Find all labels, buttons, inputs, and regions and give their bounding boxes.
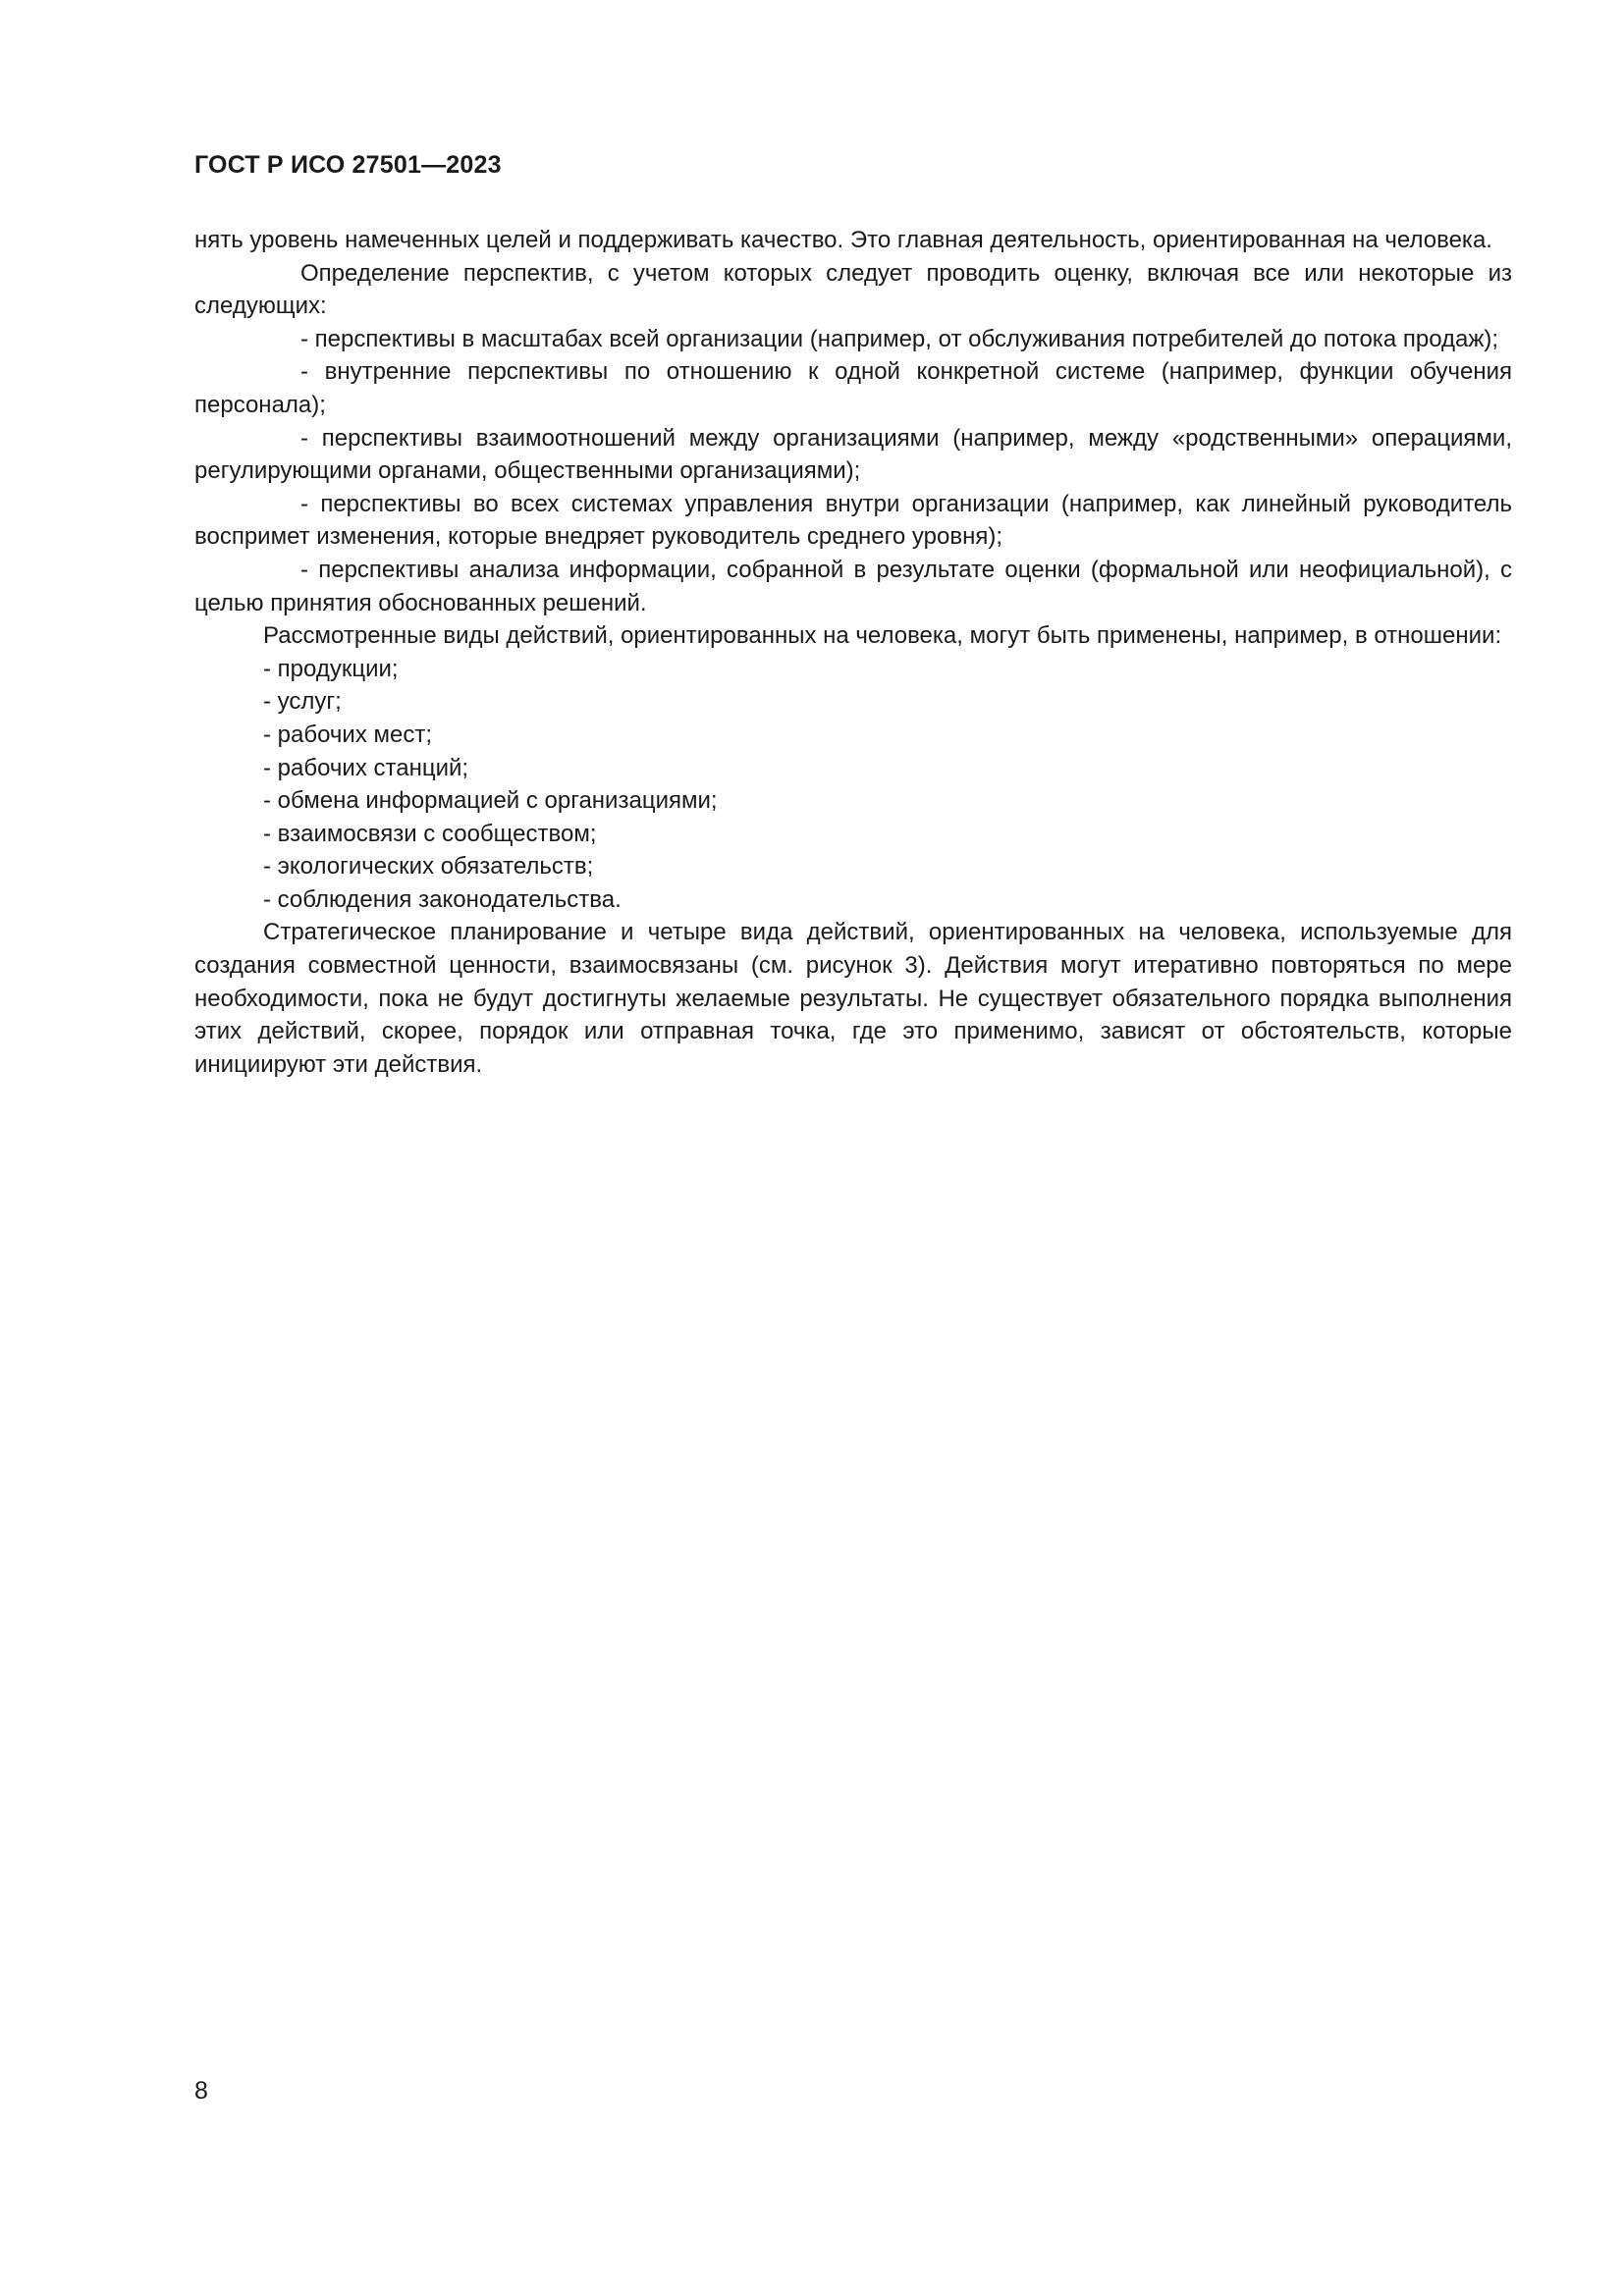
document-header: ГОСТ Р ИСО 27501—2023 xyxy=(194,151,502,179)
list-item-area: - взаимосвязи с сообществом; xyxy=(263,820,597,847)
document-body xyxy=(194,224,1512,1081)
list-item-area: - продукции; xyxy=(263,655,399,682)
list-item-perspective: - перспективы во всех системах управления внутри организации (например, как линейный руководитель воспримет изменения, которые внедряет руководитель среднего уровня); xyxy=(194,490,1512,551)
paragraph-perspectives-intro: Определение перспектив, с учетом которых следует проводить оценку, включая все или некоторые из следующих: xyxy=(194,259,1512,320)
paragraph-continuation: нять уровень намеченных целей и поддерживать качество. Это главная деятельность, ориентированная на человека. xyxy=(194,227,1492,253)
list-item-area: - соблюдения законодательства. xyxy=(263,885,622,913)
paragraph-strategic-planning: Стратегическое планирование и четыре вида действий, ориентированных на человека, используемые для создания совместной ценности, взаимосвязаны (см. рисунок 3). Действия могут итеративно повторяться по мере необходимости, пока не будут достигнуты желаемые результаты. Не существует обязательного порядка выполнения этих действий, скорее, порядок или отправная точка, где это применимо, зависят от обстоятельств, которые инициируют эти действия. xyxy=(194,919,1512,1078)
list-item-perspective: - перспективы взаимоотношений между организациями (например, между «родственными» операциями, регулирующими органами, общественными организациями); xyxy=(194,424,1512,485)
list-item-area: - рабочих мест; xyxy=(263,721,433,748)
list-item-perspective: - перспективы в масштабах всей организации (например, от обслуживания потребителей до потока продаж); xyxy=(300,325,1499,352)
page-number: 8 xyxy=(194,2077,208,2105)
list-item-area: - рабочих станций; xyxy=(263,754,469,781)
list-item-area: - обмена информацией с организациями; xyxy=(263,787,718,815)
list-item-area: - экологических обязательств; xyxy=(263,853,594,881)
list-item-area: - услуг; xyxy=(263,688,342,716)
list-item-perspective: - внутренние перспективы по отношению к одной конкретной системе (например, функции обучения персонала); xyxy=(194,358,1512,418)
paragraph-areas-intro: Рассмотренные виды действий, ориентированных на человека, могут быть применены, например, в отношении: xyxy=(263,622,1502,650)
list-item-perspective: - перспективы анализа информации, собранной в результате оценки (формальной или неофициальной), с целью принятия обоснованных решений. xyxy=(194,556,1512,616)
